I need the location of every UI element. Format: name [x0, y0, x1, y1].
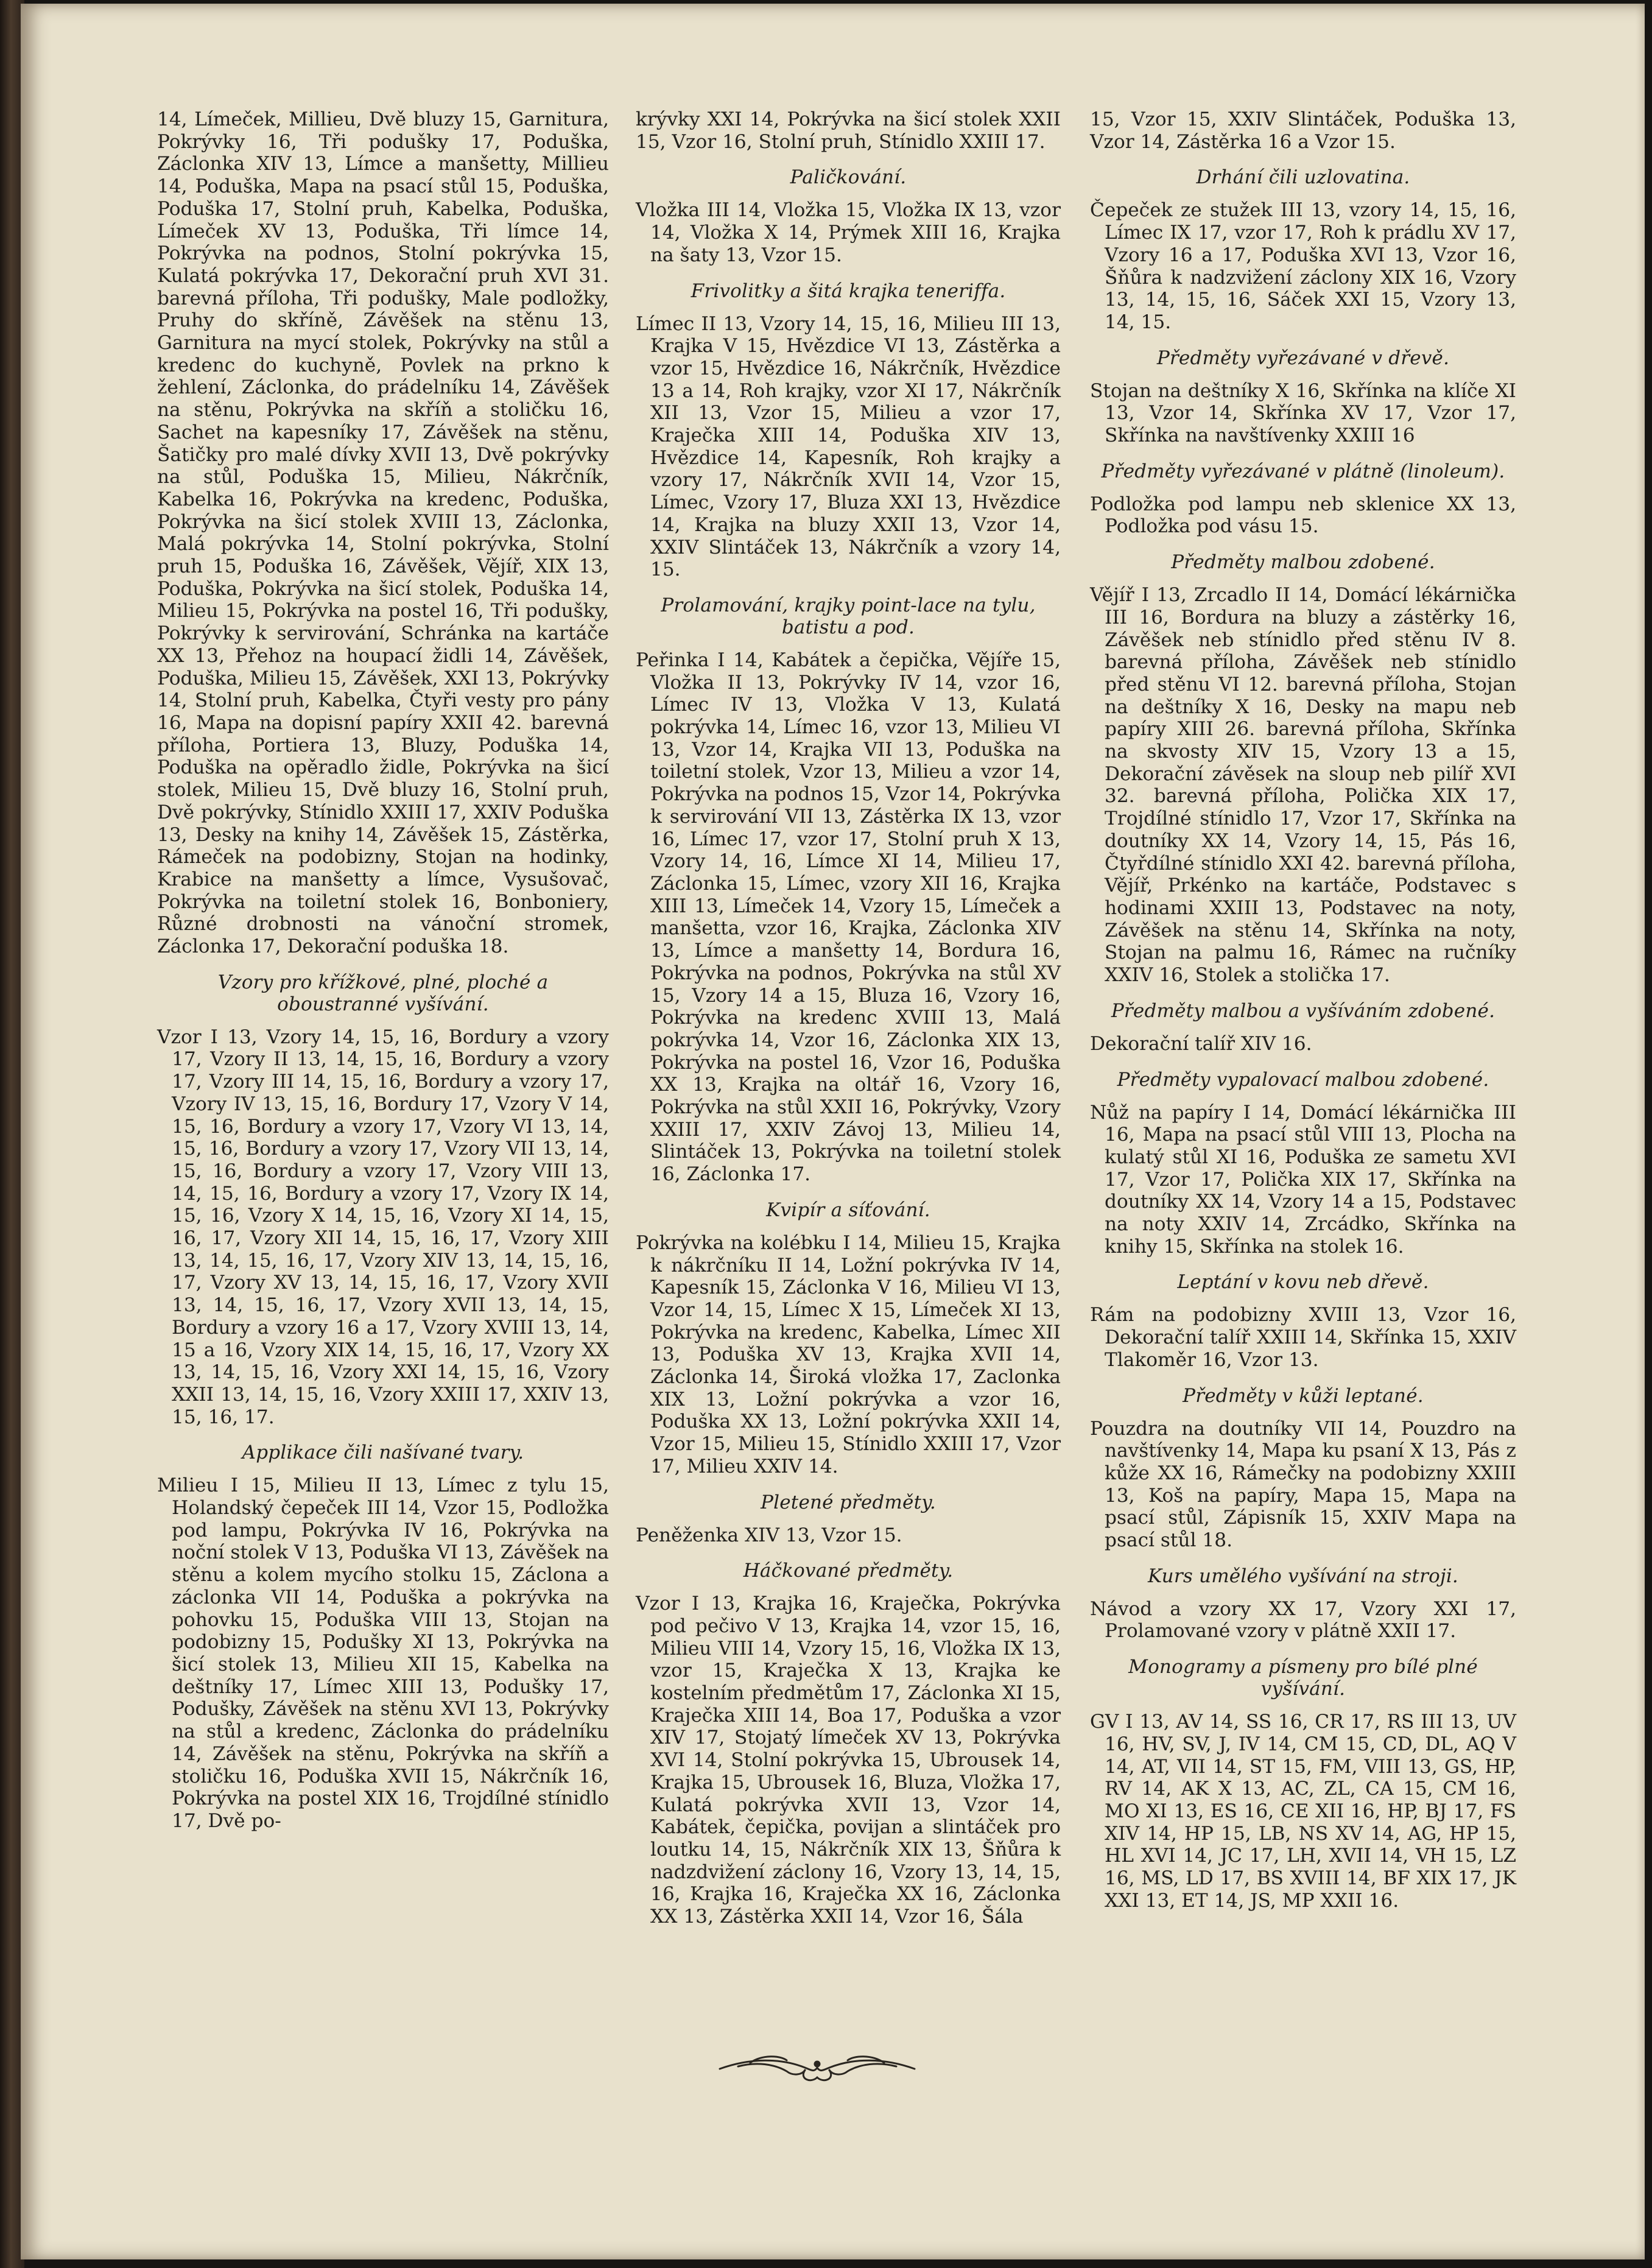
paragraph: Vějíř I 13, Zrcadlo II 14, Domácí lékárnička III 16, Bordura na bluzy a zástěrky 16, Závěšek neb stínidlo před stěnu IV 8. barevná příloha, Závěšek neb stínidlo před stěnu VI 12. barevná příloha, Stojan na deštníky X 16, Desky na mapu neb papíry XIII 26. barevná příloha, Skřínka na skvosty XIV 15, Vzory 13 a 15, Dekorační závěsek na sloup neb pilíř XVI 32. barevná příloha, Polička XIX 17, Trojdílné stínidlo 17, Vzor 17, Skřínka na doutníky XX 14, Vzory 14, 15, Pás 16, Čtyřdílné stínidlo XXI 42. barevná příloha, Vějíř, Prkénko na kartáče, Podstavec s hodinami XXIII 13, Podstavec na noty, Závěšek na stěnu 14, Skřínka na noty, Stojan na palmu 16, Rámec na ručníky XXIV 16, Stolek a stolička 17. — [1090, 584, 1516, 987]
section-heading: Pletené předměty. — [761, 1491, 936, 1513]
paragraph: krývky XXI 14, Pokrývka na šicí stolek XXII 15, Vzor 16, Stolní pruh, Stínidlo XXIII 17. — [636, 108, 1061, 153]
paragraph: Pouzdra na doutníky VII 14, Pouzdro na navštívenky 14, Mapa ku psaní X 13, Pás z kůže XX 16, Rámečky na podobizny XXIII 13, Koš na papíry, Mapa 15, Mapa na psací stůl, Zápisník 15, XXIV Mapa na psací stůl 18. — [1090, 1417, 1516, 1552]
section-heading: Předměty malbou zdobené. — [1171, 551, 1435, 574]
paragraph: Nůž na papíry I 14, Domácí lékárnička III 16, Mapa na psací stůl VIII 13, Plocha na kulatý stůl XI 16, Poduška ze sametu XVI 17, Vzor 17, Polička XIX 17, Skřínka na doutníky XX 14, Vzory 14 a 15, Podstavec na noty XXIV 14, Zrcádko, Skřínka na knihy 15, Skřínka na stolek 16. — [1090, 1101, 1516, 1258]
paragraph: Rám na podobizny XVIII 13, Vzor 16, Dekorační talíř XXIII 14, Skřínka 15, XXIV Tlakoměr 16, Vzor 13. — [1090, 1304, 1516, 1371]
section-heading: Drhání čili uzlovatina. — [1196, 166, 1410, 189]
section-heading: Předměty vypalovací malbou zdobené. — [1117, 1068, 1489, 1091]
column-2 — [636, 108, 1061, 1928]
flourish-icon — [714, 2046, 921, 2088]
column-3 — [1090, 108, 1516, 1912]
paragraph: Dekorační talíř XIV 16. — [1090, 1032, 1312, 1055]
section-heading: Applikace čili našívané tvary. — [242, 1442, 524, 1464]
section-heading: Vzory pro křížkové, plné, ploché a oboustranné vyšívání. — [217, 971, 549, 1015]
paragraph: Návod a vzory XX 17, Vzory XXI 17, Prolamované vzory v plátně XXII 17. — [1090, 1597, 1516, 1643]
paragraph: Límec II 13, Vzory 14, 15, 16, Milieu III 13, Krajka V 15, Hvězdice VI 13, Zástěrka a vzor 15, Hvězdice 16, Nákrčník, Hvězdice 13 a 14, Roh krajky, vzor XI 17, Nákrčník XII 13, Vzor 15, Milieu a vzor 17, Kraječka XIII 14, Poduška XIV 13, Hvězdice 14, Kapesník, Roh krajky a vzory 17, Nákrčník XVII 14, Vzor 15, Límec, Vzory 17, Bluza XXI 13, Hvězdice 14, Krajka na bluzy XXII 13, Vzor 14, XXIV Slintáček 13, Nákrčník a vzory 14, 15. — [636, 312, 1061, 581]
paragraph: 15, Vzor 15, XXIV Slintáček, Poduška 13, Vzor 14, Zástěrka 16 a Vzor 15. — [1090, 108, 1516, 153]
section-heading: Háčkované předměty. — [743, 1560, 954, 1582]
section-heading: Předměty vyřezávané v plátně (linoleum). — [1101, 460, 1505, 482]
paragraph: Podložka pod lampu neb sklenice XX 13, Podložka pod vásu 15. — [1090, 493, 1516, 538]
section-heading: Frivolitky a šitá krajka teneriffa. — [691, 280, 1006, 302]
paragraph: Vzor I 13, Vzory 14, 15, 16, Bordury a vzory 17, Vzory II 13, 14, 15, 16, Bordury a vzory 17, Vzory III 14, 15, 16, Bordury a vzory 17, Vzory IV 13, 15, 16, Bordury 17, Vzory V 14, 15, 16, Bordury a vzory 17, Vzory VI 13, 14, 15, 16, Bordury a vzory 17, Vzory VII 13, 14, 15, 16, Bordury a vzory 17, Vzory VIII 13, 14, 15, 16, Bordury a vzory 17, Vzory IX 14, 15, 16, Vzory X 14, 15, 16, Vzory XI 14, 15, 16, 17, Vzory XII 14, 15, 16, 17, Vzory XIII 13, 14, 15, 16, 17, Vzory XIV 13, 14, 15, 16, 17, Vzory XV 13, 14, 15, 16, 17, Vzory XVII 13, 14, 15, 16, 17, Vzory XVII 13, 14, 15, Bordury a vzory 16 a 17, Vzory XVIII 13, 14, 15 a 16, Vzory XIX 14, 15, 16, 17, Vzory XX 13, 14, 15, 16, Vzory XXI 14, 15, 16, Vzory XXII 13, 14, 15, 16, Vzory XXIII 17, XXIV 13, 15, 16, 17. — [157, 1026, 609, 1428]
paragraph: 14, Límeček, Millieu, Dvě bluzy 15, Garnitura, Pokrývky 16, Tři podušky 17, Poduška, Záclonka XIV 13, Límce a manšetty, Millieu 14, Poduška, Mapa na psací stůl 15, Poduška, Poduška 17, Stolní pruh, Kabelka, Poduška, Límeček XV 13, Poduška, Tři límce 14, Pokrývka na podnos, Stolní pokrývka 15, Kulatá pokrývka 17, Dekorační pruh XVI 31. barevná příloha, Tři podušky, Male podložky, Pruhy do skříně, Závěšek na stěnu 13, Garnitura na mycí stolek, Pokrývky na stůl a kredenc do kuchyně, Povlek na prkno k žehlení, Záclonka, do prádelníku 14, Závěšek na stěnu, Pokrývka na skříň a stoličku 16, Sachet na kapesníky 17, Závěšek na stěnu, Šatičky pro malé dívky XVII 13, Dvě pokrývky na stůl, Poduška 15, Milieu, Nákrčník, Kabelka 16, Pokrývka na kredenc, Poduška, Pokrývka na šicí stolek XVIII 13, Záclonka, Malá pokrývka 14, Stolní pokrývka, Stolní pruh 15, Poduška 16, Závěšek, Vějíř, XIX 13, Poduška, Pokrývka na šicí stolek, Poduška 14, Milieu 15, Pokrývka na postel 16, Tři podušky, Pokrývky k servirování, Schránka na kartáče XX 13, Přehoz na houpací židli 14, Závěšek, Poduška, Milieu 15, Závěšek, XXI 13, Pokrývky 14, Stolní pruh, Kabelka, Čtyři vesty pro pány 16, Mapa na dopisní papíry XXII 42. barevná příloha, Portiera 13, Bluzy, Poduška 14, Poduška na opěradlo židle, Pokrývka na šicí stolek, Milieu 15, Dvě bluzy 16, Stolní pruh, Dvě pokrývky, Stínidlo XXIII 17, XXIV Poduška 13, Desky na knihy 14, Závěšek 15, Zástěrka, Rámeček na podobizny, Stojan na hodinky, Krabice na manšetty a límce, Vysušovač, Pokrývka na toiletní stolek 16, Bonboniery, Různé drobnosti na vánoční stromek, Záclonka 17, Dekorační poduška 18. — [157, 108, 609, 958]
section-heading: Paličkování. — [790, 166, 907, 189]
section-heading: Monogramy a písmeny pro bílé plné vyšívání. — [1128, 1656, 1478, 1700]
paragraph: Milieu I 15, Milieu II 13, Límec z tylu 15, Holandský čepeček III 14, Vzor 15, Podložka pod lampu, Pokrývka IV 16, Pokrývka na noční stolek V 13, Poduška VI 13, Závěšek na stěnu a kolem mycího stolku 15, Záclona a záclonka VII 14, Poduška a pokrývka na pohovku 15, Poduška VIII 13, Stojan na podobizny 15, Podušky XI 13, Pokrývka na šicí stolek 13, Milieu XII 15, Kabelka na deštníky 17, Límec XIII 13, Podušky 17, Podušky, Závěšek na stěnu XVI 13, Pokrývky na stůl a kredenc, Záclonka do prádelníku 14, Závěšek na stěnu, Pokrývka na skříň a stoličku 16, Poduška XVII 15, Nákrčník 16, Pokrývka na postel XIX 16, Trojdílné stínidlo 17, Dvě po- — [157, 1474, 609, 1832]
section-heading: Kvipír a síťování. — [766, 1199, 930, 1221]
paragraph: Vložka III 14, Vložka 15, Vložka IX 13, vzor 14, Vložka X 14, Prýmek XIII 16, Krajka na šaty 13, Vzor 15. — [636, 199, 1061, 266]
section-heading: Předměty malbou a vyšíváním zdobené. — [1111, 999, 1496, 1022]
column-1 — [157, 108, 609, 1833]
section-heading: Prolamování, krajky point-lace na tylu, batistu a pod. — [661, 594, 1036, 638]
section-heading: Předměty v kůži leptané. — [1183, 1384, 1424, 1407]
paragraph: Pokrývka na kolébku I 14, Milieu 15, Krajka k nákrčníku II 14, Ložní pokrývka IV 14, Kapesník 15, Záclonka V 16, Milieu VI 13, Vzor 14, 15, Límec X 15, Límeček XI 13, Pokrývka na kredenc, Kabelka, Límec XII 13, Poduška XV 13, Krajka XVII 14, Záclonka 14, Široká vložka 17, Zaclonka XIX 13, Ložní pokrývka a vzor 16, Poduška XX 13, Ložní pokrývka XXII 14, Vzor 15, Milieu 15, Stínidlo XXIII 17, Vzor 17, Milieu XXIV 14. — [636, 1231, 1061, 1477]
paragraph: GV I 13, AV 14, SS 16, CR 17, RS III 13, UV 16, HV, SV, J, IV 14, CM 15, CD, DL, AQ V 14, AT, VII 14, ST 15, FM, VIII 13, GS, HP, RV 14, AK X 13, AC, ZL, CA 15, CM 16, MO XI 13, ES 16, CE XII 16, HP, BJ 17, FS XIV 14, HP 15, LB, NS XV 14, AG, HP 15, HL XVI 14, JC 17, LH, XVII 14, VH 15, LZ 16, MS, LD 17, BS XVIII 14, BF XIX 17, JK XXI 13, ET 14, JS, MP XXII 16. — [1090, 1711, 1516, 1912]
paragraph: Vzor I 13, Krajka 16, Kraječka, Pokrývka pod pečivo V 13, Krajka 14, vzor 15, 16, Milieu VIII 14, Vzory 15, 16, Vložka IX 13, vzor 15, Kraječka X 13, Krajka ke kostelním předmětům 17, Záclonka XI 15, Kraječka XIII 14, Boa 17, Poduška a vzor XIV 17, Stojatý límeček XV 13, Pokrývka XVI 14, Stolní pokrývka 15, Ubrousek 14, Krajka 15, Ubrousek 16, Bluza, Vložka 17, Kulatá pokrývka XVII 13, Vzor 14, Kabátek, čepička, povijan a slintáček pro loutku 14, 15, Nákrčník XIX 13, Šňůra k nadzdvižení záclony 16, Vzory 13, 14, 15, 16, Krajka 16, Kraječka XX 16, Záclonka XX 13, Zástěrka XXII 14, Vzor 16, Šála — [636, 1593, 1061, 1928]
paragraph: Peněženka XIV 13, Vzor 15. — [636, 1524, 902, 1546]
section-heading: Kurs umělého vyšívání na stroji. — [1148, 1565, 1458, 1587]
section-heading: Leptání v kovu neb dřevě. — [1177, 1271, 1429, 1294]
paragraph: Peřinka I 14, Kabátek a čepička, Vějíře 15, Vložka II 13, Pokrývky IV 14, vzor 16, Límec IV 13, Vložka V 13, Kulatá pokrývka 14, Límec 16, vzor 13, Milieu VI 13, Vzor 14, Krajka VII 13, Poduška na toiletní stolek, Vzor 13, Milieu a vzor 14, Pokrývka na podnos 15, Vzor 14, Pokrývka k servirování VII 13, Zástěrka IX 13, vzor 16, Límec 17, vzor 17, Stolní pruh X 13, Vzory 14, 16, Límce XI 14, Milieu 17, Záclonka 15, Límec, vzory XII 16, Krajka XIII 13, Límeček 14, Vzory 15, Límeček a manšetta, vzor 16, Krajka, Záclonka XIV 13, Límce a manšetty 14, Bordura 16, Pokrývka na podnos, Pokrývka na stůl XV 15, Vzory 14 a 15, Bluza 16, Vzory 16, Pokrývka na kredenc XVIII 13, Malá pokrývka 14, Vzor 16, Záclonka XIX 13, Pokrývka na postel 16, Vzor 16, Poduška XX 13, Krajka na oltář 16, Vzory 16, Pokrývka na stůl XXII 16, Pokrývky, Vzory XXIII 17, XXIV Závoj 13, Milieu 14, Slintáček 13, Pokrývka na toiletní stolek 16, Záclonka 17. — [636, 649, 1061, 1186]
paragraph: Čepeček ze stužek III 13, vzory 14, 15, 16, Límec IX 17, vzor 17, Roh k prádlu XV 17, Vzory 16 a 17, Poduška XVI 13, Vzor 16, Šňůra k nadzvižení záclony XIX 16, Vzory 13, 14, 15, 16, Sáček XXI 15, Vzory 13, 14, 15. — [1090, 199, 1516, 333]
section-heading: Předměty vyřezávané v dřevě. — [1156, 347, 1450, 369]
paragraph: Stojan na deštníky X 16, Skřínka na klíče XI 13, Vzor 14, Skřínka XV 17, Vzor 17, Skřínka na navštívenky XXIII 16 — [1090, 379, 1516, 447]
